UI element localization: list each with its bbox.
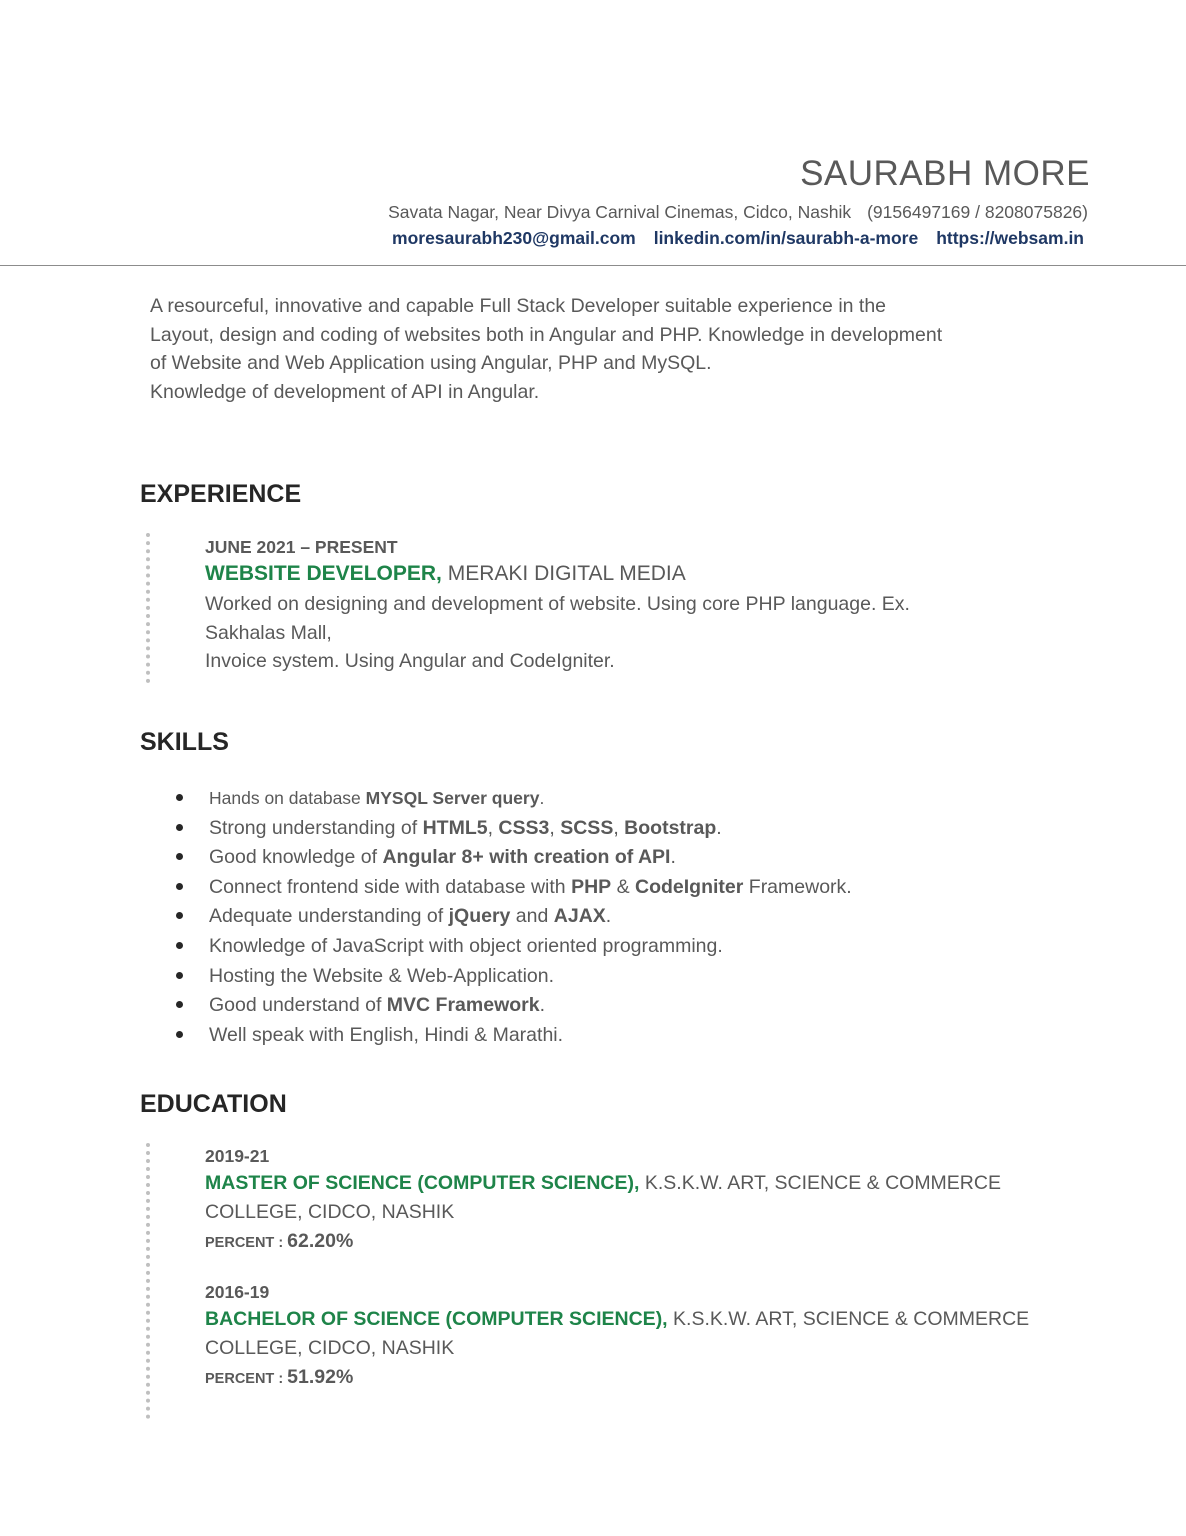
list-item: Adequate understanding of jQuery and AJAX. <box>170 903 1070 933</box>
website-link[interactable]: https://websam.in <box>936 228 1084 248</box>
candidate-name: SAURABH MORE <box>800 154 1090 193</box>
list-item: Knowledge of JavaScript with object oriented programming. <box>170 933 1070 963</box>
percent-line <box>205 1230 1065 1253</box>
phone-numbers: (9156497169 / 8208075826) <box>867 202 1088 222</box>
bullet-icon <box>176 1001 183 1008</box>
percent-line <box>205 1366 1065 1389</box>
bullet-icon <box>176 942 183 949</box>
education-degree-line <box>205 1305 1065 1334</box>
list-item: Good knowledge of Angular 8+ with creation of API. <box>170 844 1070 874</box>
experience-date: JUNE 2021 – PRESENT <box>205 537 398 557</box>
education-year: 2016-19 <box>205 1282 270 1302</box>
company-name: MERAKI DIGITAL MEDIA <box>447 562 686 585</box>
degree-name: BACHELOR OF SCIENCE (COMPUTER SCIENCE), <box>205 1308 668 1330</box>
experience-heading: EXPERIENCE <box>140 480 302 508</box>
education-timeline-bar <box>146 1143 150 1419</box>
degree-name: MASTER OF SCIENCE (COMPUTER SCIENCE), <box>205 1172 640 1194</box>
list-item: Connect frontend side with database with PHP & CodeIgniter Framework. <box>170 874 1070 904</box>
job-title: WEBSITE DEVELOPER, <box>205 562 442 585</box>
header-divider <box>0 265 1186 266</box>
list-item: Hands on database MYSQL Server query. <box>170 785 1070 815</box>
address: Savata Nagar, Near Divya Carnival Cinemas, Cidco, Nashik <box>388 202 852 222</box>
bullet-icon <box>176 1031 183 1038</box>
linkedin-link[interactable]: linkedin.com/in/saurabh-a-more <box>653 228 919 248</box>
percent-label: PERCENT : <box>205 1371 288 1387</box>
college-location: COLLEGE, CIDCO, NASHIK <box>205 1200 455 1223</box>
education-year: 2019-21 <box>205 1146 270 1166</box>
college-name: K.S.K.W. ART, SCIENCE & COMMERCE <box>644 1172 1001 1194</box>
experience-entry <box>205 537 1065 676</box>
summary-line: A resourceful, innovative and capable Full Stack Developer suitable experience in the <box>150 295 887 317</box>
college-location: COLLEGE, CIDCO, NASHIK <box>205 1336 455 1359</box>
summary <box>150 292 1050 406</box>
contact-links <box>392 228 1084 249</box>
skills-heading: SKILLS <box>140 728 229 756</box>
percent-value: 51.92% <box>287 1366 354 1388</box>
bullet-icon <box>176 794 183 801</box>
list-item: Good understand of MVC Framework. <box>170 992 1070 1022</box>
experience-description <box>205 590 1065 676</box>
bullet-icon <box>176 912 183 919</box>
experience-timeline-bar <box>146 533 150 683</box>
address-line <box>388 202 1088 223</box>
list-item: Well speak with English, Hindi & Marathi. <box>170 1022 1070 1052</box>
list-item: Strong understanding of HTML5, CSS3, SCSS, Bootstrap. <box>170 815 1070 845</box>
education-entry <box>205 1146 1065 1253</box>
bullet-icon <box>176 853 183 860</box>
description-line: Invoice system. Using Angular and CodeIgniter. <box>205 650 615 672</box>
bullet-icon <box>176 883 183 890</box>
bullet-icon <box>176 824 183 831</box>
description-line: Sakhalas Mall, <box>205 621 332 644</box>
summary-line: Layout, design and coding of websites both in Angular and PHP. Knowledge in development <box>150 323 943 346</box>
bullet-icon <box>176 972 183 979</box>
email-link[interactable]: moresaurabh230@gmail.com <box>392 228 636 248</box>
experience-role-line <box>205 562 1065 586</box>
skills-list <box>170 785 1070 1051</box>
summary-line: Knowledge of development of API in Angular. <box>150 380 540 403</box>
percent-label: PERCENT : <box>205 1235 288 1251</box>
description-line: Worked on designing and development of website. Using core PHP language. Ex. <box>205 593 910 615</box>
list-item: Hosting the Website & Web-Application. <box>170 963 1070 993</box>
education-entry <box>205 1282 1065 1389</box>
summary-line: of Website and Web Application using Angular, PHP and MySQL. <box>150 352 712 374</box>
education-heading: EDUCATION <box>140 1090 287 1118</box>
college-name: K.S.K.W. ART, SCIENCE & COMMERCE <box>673 1308 1030 1330</box>
education-degree-line <box>205 1169 1065 1198</box>
percent-value: 62.20% <box>287 1230 354 1252</box>
